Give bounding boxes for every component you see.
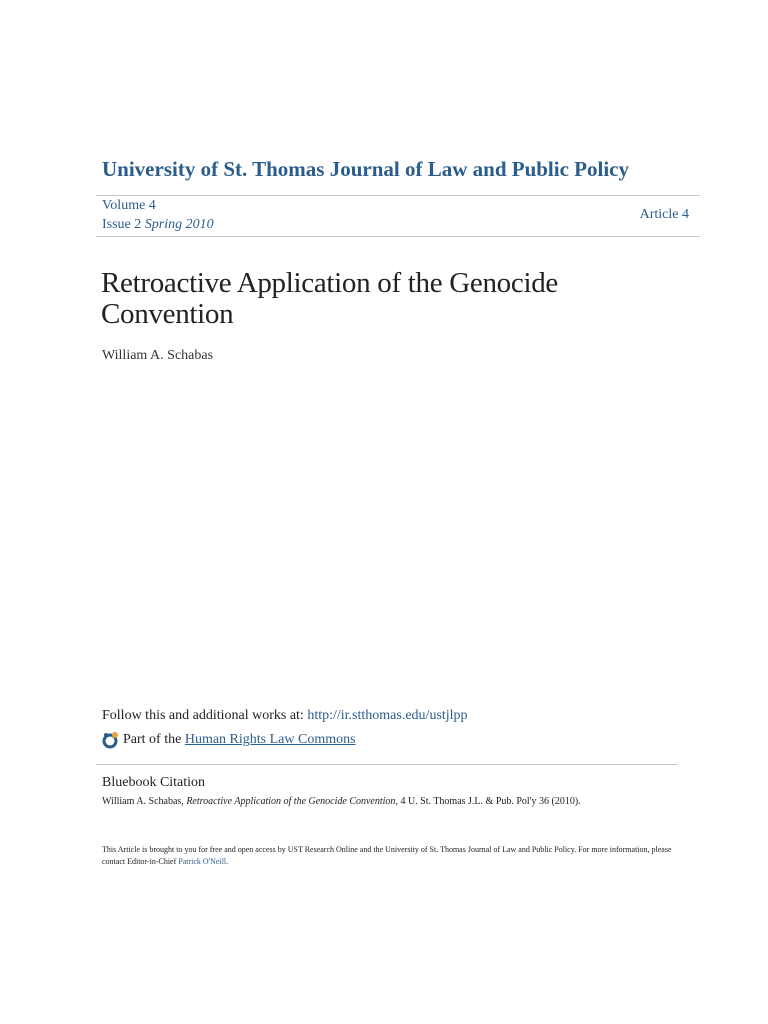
author-name: William A. Schabas bbox=[102, 348, 214, 363]
header-top-divider bbox=[96, 195, 700, 196]
article-number-link[interactable]: Article 4 bbox=[639, 207, 689, 222]
article-title: Retroactive Application of the Genocide Convention bbox=[101, 267, 558, 330]
volume-link[interactable]: Volume 4 bbox=[102, 198, 156, 213]
citation-title: Retroactive Application of the Genocide Convention bbox=[186, 796, 396, 807]
header-bottom-divider bbox=[96, 236, 700, 237]
follow-line bbox=[102, 708, 468, 724]
citation-divider bbox=[96, 764, 678, 765]
journal-title[interactable]: University of St. Thomas Journal of Law and Public Policy bbox=[102, 157, 629, 181]
follow-label: Follow this and additional works at: bbox=[102, 708, 304, 723]
access-note-text: This Article is brought to you for free and open access by UST Research Online and the University of St. Thomas Journal of Law and Public Policy. For more information, please contact Editor-in-Chief bbox=[102, 845, 672, 866]
open-access-note bbox=[102, 844, 672, 868]
part-of-line bbox=[102, 731, 356, 749]
bluebook-citation bbox=[102, 796, 581, 807]
bluebook-heading: Bluebook Citation bbox=[102, 775, 206, 790]
editor-contact-link[interactable]: Patrick O'Neill bbox=[178, 857, 227, 866]
commons-network-icon bbox=[102, 731, 120, 749]
issue-link[interactable]: Issue 2 bbox=[102, 217, 142, 232]
access-note-end: . bbox=[226, 857, 229, 866]
repository-url-link[interactable]: http://ir.stthomas.edu/ustjlpp bbox=[307, 708, 468, 723]
part-of-label: Part of the bbox=[123, 732, 182, 747]
issue-line[interactable] bbox=[102, 217, 214, 233]
citation-author: William A. Schabas, bbox=[102, 796, 184, 807]
citation-suffix: , 4 U. St. Thomas J.L. & Pub. Pol'y 36 (2010). bbox=[395, 796, 581, 807]
issue-season: Spring 2010 bbox=[144, 217, 214, 232]
human-rights-commons-link[interactable]: Human Rights Law Commons bbox=[184, 732, 356, 747]
